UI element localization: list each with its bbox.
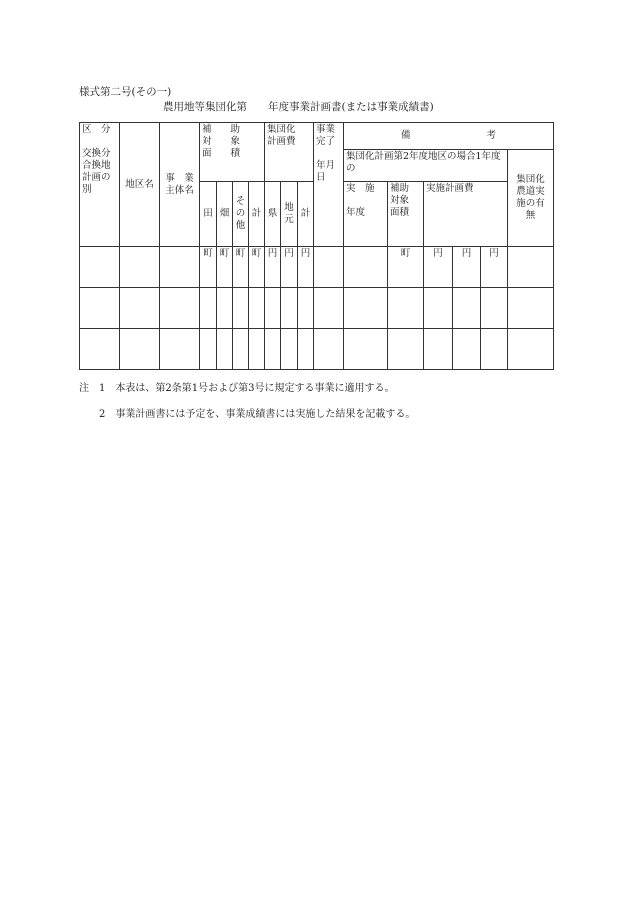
header-farm-road: 集団化 農道実 施の有 無 [508, 150, 554, 247]
unit-yen: 円 [453, 247, 481, 288]
unit-cho: 町 [217, 247, 233, 288]
header-other: その他 [233, 182, 249, 247]
header-area-total: 計 [249, 182, 265, 247]
header-remarks: 備 考 [344, 123, 554, 150]
header-district-name: 地区名 [120, 123, 160, 247]
unit-cho: 町 [200, 247, 217, 288]
header-cost-total: 計 [298, 182, 314, 247]
unit-cho: 町 [388, 247, 424, 288]
header-subsidy-area-2: 補助 対象 面積 [388, 182, 424, 247]
unit-cho: 町 [233, 247, 249, 288]
header-entity-name: 事 業 主体名 [160, 123, 200, 247]
header-local: 地元 [281, 182, 298, 247]
header-paddy: 田 [200, 182, 217, 247]
unit-yen: 円 [298, 247, 314, 288]
form-number: 様式第二号(その一) [79, 86, 172, 98]
unit-yen: 円 [481, 247, 508, 288]
header-completion-date: 事業 完了 年月日 [314, 123, 344, 247]
plan-table [79, 122, 554, 370]
note-1: 注 1 本表は、第2条第1号および第3号に規定する事業に適用する。 [79, 383, 395, 394]
header-subsidy-area: 補 助 対 象 面 積 [200, 123, 265, 182]
header-collectivization-cost: 集団化 計画費 [265, 123, 314, 182]
header-field: 畑 [217, 182, 233, 247]
header-prefecture: 県 [265, 182, 281, 247]
header-implementation-year: 実 施 年度 [344, 182, 388, 247]
unit-yen: 円 [281, 247, 298, 288]
unit-cho: 町 [249, 247, 265, 288]
table-row [80, 288, 554, 329]
header-implementation-cost: 実施計画費 [424, 182, 508, 247]
notes [79, 383, 415, 435]
unit-yen: 円 [424, 247, 453, 288]
header-second-year: 集団化計画第2年度地区の場合1年度の [344, 150, 508, 182]
unit-yen: 円 [265, 247, 281, 288]
header-category: 区 分 交換分合換地計画の別 [80, 123, 120, 247]
document-title: 農用地等集団化第 年度事業計画書(または事業成績書) [163, 101, 434, 113]
note-2: 2 事業計画書には予定を、事業成績書には実施した結果を記載する。 [79, 409, 416, 420]
table-row [80, 329, 554, 370]
